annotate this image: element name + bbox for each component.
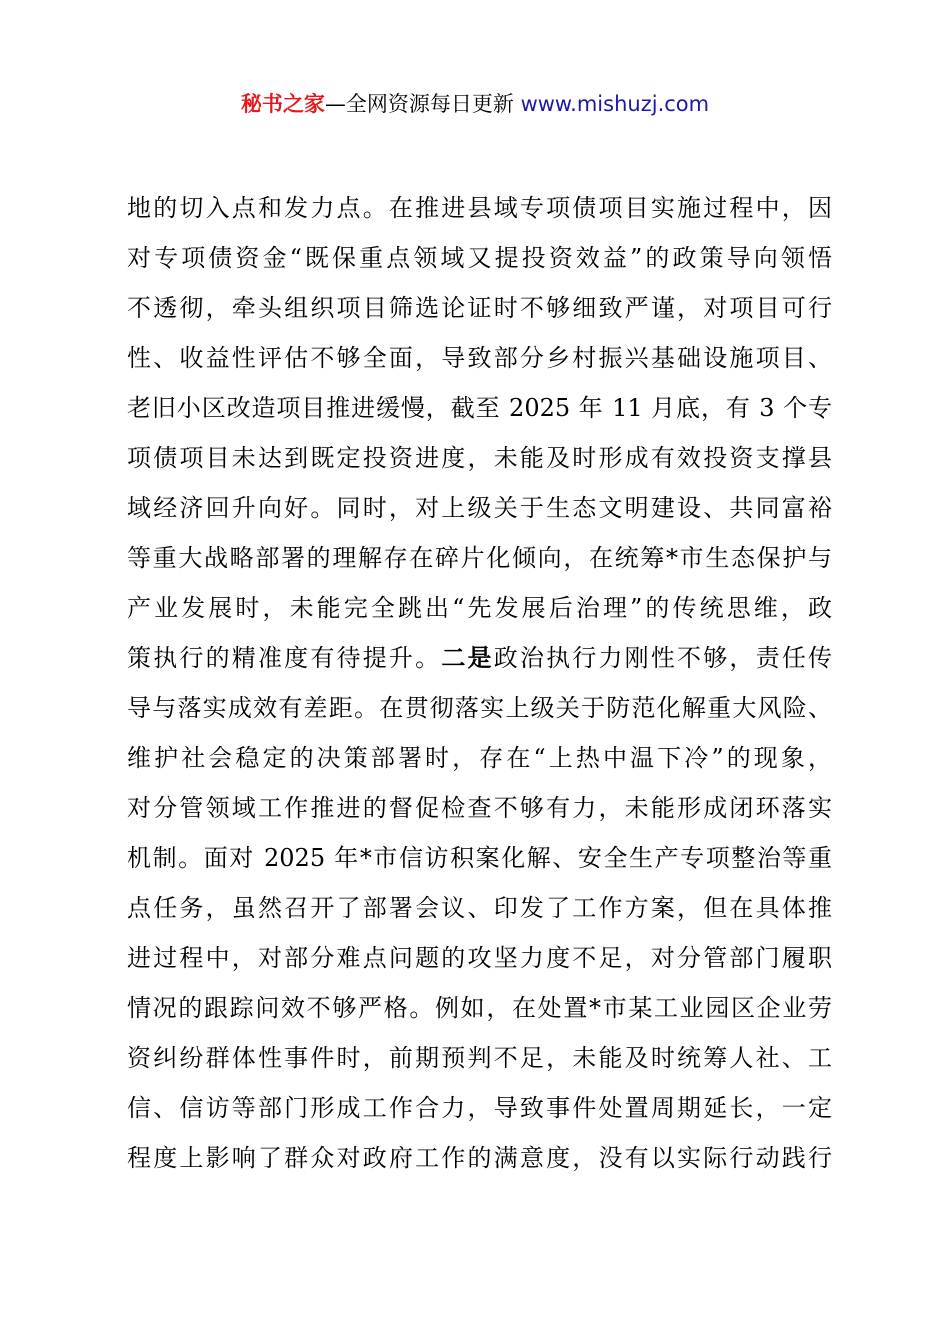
text-line: 机制。面对 2025 年*市信访积案化解、安全生产专项整治等重: [127, 844, 832, 872]
text-line: 进过程中，对部分难点问题的攻坚力度不足，对分管部门履职: [127, 944, 832, 972]
site-brand: 秘书之家: [240, 92, 325, 116]
text-line: 不透彻，牵头组织项目筛选论证时不够细致严谨，对项目可行: [127, 294, 832, 322]
text-line-with-heading: [127, 633, 832, 683]
text-line: 情况的跟踪问效不够严格。例如，在处置*市某工业园区企业劳: [127, 994, 832, 1022]
text-line: 地的切入点和发力点。在推进县域专项债项目实施过程中，因: [127, 194, 832, 222]
text-segment: 策执行的精准度有待提升。: [127, 644, 442, 672]
site-tagline: —全网资源每日更新: [324, 92, 514, 116]
text-line: 对分管领域工作推进的督促检查不够有力，未能形成闭环落实: [127, 794, 832, 822]
text-line: 点任务，虽然召开了部署会议、印发了工作方案，但在具体推: [127, 894, 832, 922]
text-line: 对专项债资金“既保重点领域又提投资效益”的政策导向领悟: [127, 244, 832, 272]
page-header: [0, 88, 950, 120]
section-marker: 二是: [441, 643, 494, 672]
text-line: 信、信访等部门形成工作合力，导致事件处置周期延长，一定: [127, 1094, 832, 1122]
text-line: 程度上影响了群众对政府工作的满意度，没有以实际行动践行: [127, 1144, 832, 1172]
text-line: 老旧小区改造项目推进缓慢，截至 2025 年 11 月底，有 3 个专: [127, 394, 832, 422]
document-body: [127, 183, 832, 1183]
text-line: 产业发展时，未能完全跳出“先发展后治理”的传统思维，政: [127, 594, 832, 622]
text-line: 等重大战略部署的理解存在碎片化倾向，在统筹*市生态保护与: [127, 544, 832, 572]
site-url-link[interactable]: www.mishuzj.com: [513, 92, 710, 116]
text-line: 导与落实成效有差距。在贯彻落实上级关于防范化解重大风险、: [127, 694, 832, 722]
text-line: 维护社会稳定的决策部署时，存在“上热中温下冷”的现象，: [127, 744, 832, 772]
text-line: 性、收益性评估不够全面，导致部分乡村振兴基础设施项目、: [127, 344, 832, 372]
text-line: 资纠纷群体性事件时，前期预判不足，未能及时统筹人社、工: [127, 1044, 832, 1072]
text-line: 项债项目未达到既定投资进度，未能及时形成有效投资支撑县: [127, 444, 832, 472]
text-line: 域经济回升向好。同时，对上级关于生态文明建设、共同富裕: [127, 494, 832, 522]
text-segment: 政治执行力刚性不够，责任传: [493, 644, 833, 672]
